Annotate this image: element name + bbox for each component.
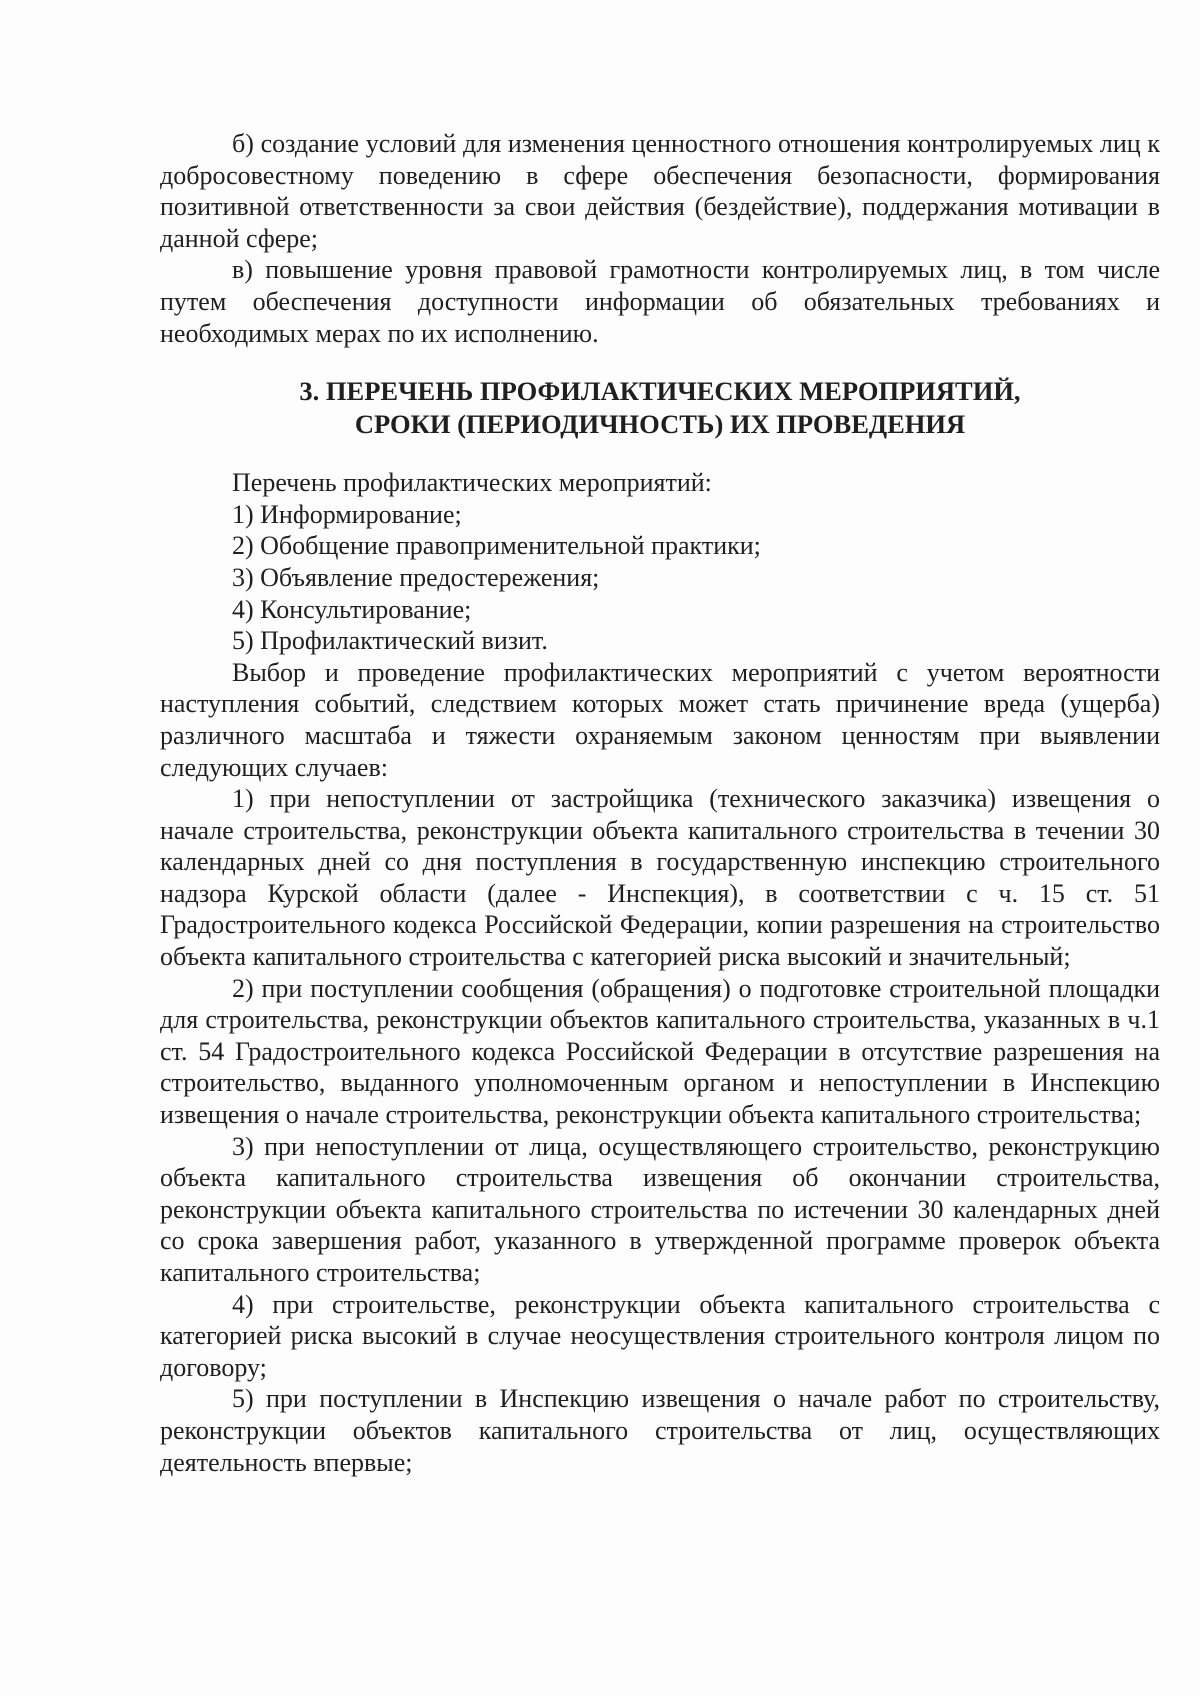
intro-paragraph-b: б) создание условий для изменения ценностного отношения контролируемых лиц к добросовестному поведению в сфере обеспечения безопасности, формирования позитивной ответственности за свои действия (бездействие), поддержания мотивации в данной сфере; xyxy=(160,129,1160,253)
measure-item: 3) Объявление предостережения; xyxy=(232,562,600,592)
measure-item: 2) Обобщение правоприменительной практики; xyxy=(232,531,761,561)
selection-paragraph: Выбор и проведение профилактических мероприятий с учетом вероятности наступления событий, следствием которых может стать причинение вреда (ущерба) различного масштаба и тяжести охраняемым законом ценностям при выявлении следующих случаев: xyxy=(160,657,1160,782)
case-paragraph: 5) при поступлении в Инспекцию извещения о начале работ по строительству, реконструкции объектов капитального строительства от лиц, осуществляющих деятельность впервые; xyxy=(160,1384,1160,1477)
section-heading-line-2: СРОКИ (ПЕРИОДИЧНОСТЬ) ИХ ПРОВЕДЕНИЯ xyxy=(354,409,966,440)
section-heading xyxy=(160,375,1160,441)
section-heading-line-1: 3. ПЕРЕЧЕНЬ ПРОФИЛАКТИЧЕСКИХ МЕРОПРИЯТИЙ, xyxy=(299,376,1021,407)
case-paragraph: 3) при непоступлении от лица, осуществляющего строительство, реконструкцию объекта капитального строительства извещения об окончании строительства, реконструкции объекта капитального строительства по истечении 30 календарных дней со срока завершения работ, указанного в утвержденной программе проверок объекта капитального строительства; xyxy=(160,1131,1160,1287)
case-paragraph: 4) при строительстве, реконструкции объекта капитального строительства с категорией риска высокий в случае неосуществления строительного контроля лицом по договору; xyxy=(160,1289,1160,1382)
case-paragraph: 1) при непоступлении от застройщика (технического заказчика) извещения о начале строительства, реконструкции объекта капитального строительства в течении 30 календарных дней со дня поступления в государственную инспекцию строительного надзора Курской области (далее - Инспекция), в соответствии с ч. 15 ст. 51 Градостроительного кодекса Российской Федерации, копии разрешения на строительство объекта капитального строительства с категорией риска высокий и значительный; xyxy=(160,784,1160,972)
intro-paragraph-v: в) повышение уровня правовой грамотности контролируемых лиц, в том числе путем обеспечения доступности информации об обязательных требованиях и необходимых мерах по их исполнению. xyxy=(160,255,1160,348)
measure-item: 5) Профилактический визит. xyxy=(232,626,548,656)
measures-intro: Перечень профилактических мероприятий: xyxy=(232,468,712,498)
document-body xyxy=(160,128,1160,1478)
measure-item: 1) Информирование; xyxy=(232,499,462,529)
case-paragraph: 2) при поступлении сообщения (обращения) о подготовке строительной площадки для строительства, реконструкции объектов капитального строительства, указанных в ч.1 ст. 54 Градостроительного кодекса Российской Федерации в отсутствие разрешения на строительство, выданного уполномоченным органом и непоступлении в Инспекцию извещения о начале строительства, реконструкции объекта капитального строительства; xyxy=(160,973,1160,1130)
measure-item: 4) Консультирование; xyxy=(232,594,472,624)
